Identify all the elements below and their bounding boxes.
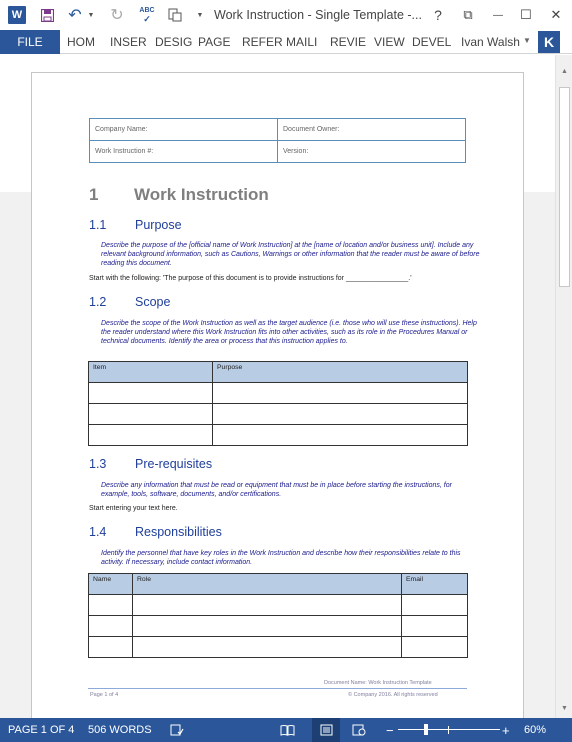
document-owner-cell[interactable]: Document Owner: (278, 119, 466, 141)
heading-text: Pre-requisites (135, 457, 213, 471)
close-icon[interactable]: ✕ (550, 7, 562, 22)
word-logo-icon[interactable]: W (8, 6, 26, 24)
table-row (89, 425, 468, 446)
table-row (89, 383, 468, 404)
heading-number: 1.1 (89, 218, 107, 232)
heading-number: 1.4 (89, 525, 107, 539)
heading-responsibilities[interactable] (89, 525, 222, 539)
table-cell[interactable] (402, 595, 468, 616)
table-cell[interactable] (133, 637, 402, 658)
heading-work-instruction[interactable] (89, 185, 269, 205)
read-mode-icon[interactable] (280, 718, 295, 742)
table-header-purpose[interactable]: Purpose (213, 362, 468, 383)
spelling-icon[interactable]: ABC ✓ (139, 7, 155, 24)
window-title: Work Instruction - Single Template -... (214, 8, 422, 22)
pre-requisites-body-text[interactable]: Start entering your text here. (89, 505, 178, 512)
undo-icon[interactable]: ↶ (68, 7, 82, 24)
responsibilities-table (88, 573, 468, 658)
table-row (89, 616, 468, 637)
zoom-level[interactable]: 60% (524, 724, 547, 736)
zoom-in-button[interactable]: + (502, 722, 510, 738)
maximize-icon[interactable]: ☐ (520, 7, 532, 22)
scroll-up-icon[interactable]: ▲ (561, 67, 568, 75)
purpose-guidance-text[interactable]: Describe the purpose of the [official name of Work Instruction] at the [name of location and/or business unit]. Include any relevant background information, such as Cautions, Warnings or other information that the reader must be aware of before reading this document. (101, 242, 480, 267)
scope-guidance-text[interactable]: Describe the scope of the Work Instruction as well as the target audience (i.e. those who will use these instructions). Help the reader understand where this Work Instruction fits into other activities, such as its role in the Procedures Manual or technical documents. Identify the area or process that this instruction applies to. (101, 320, 477, 345)
undo-dropdown-icon[interactable]: ▼ (87, 11, 95, 19)
tab-mailings[interactable]: MAILI (286, 35, 318, 49)
zoom-slider[interactable] (398, 718, 500, 742)
web-layout-icon[interactable] (352, 718, 366, 742)
version-cell[interactable]: Version: (278, 141, 466, 163)
heading-scope[interactable] (89, 295, 170, 309)
footer-divider (88, 688, 467, 689)
table-cell[interactable] (89, 404, 213, 425)
document-page[interactable] (31, 72, 524, 718)
tab-page-layout[interactable]: PAGE (198, 35, 231, 49)
table-header-email[interactable]: Email (402, 574, 468, 595)
work-instruction-number-cell[interactable]: Work Instruction #: (90, 141, 278, 163)
tab-design[interactable]: DESIG (155, 35, 193, 49)
table-header-role[interactable]: Role (133, 574, 402, 595)
table-cell[interactable] (213, 425, 468, 446)
user-account-name[interactable]: Ivan Walsh (461, 35, 520, 49)
heading-text: Purpose (135, 218, 182, 232)
heading-text: Responsibilities (135, 525, 222, 539)
table-cell[interactable] (89, 425, 213, 446)
table-cell[interactable] (89, 616, 133, 637)
table-cell[interactable] (133, 595, 402, 616)
scroll-down-icon[interactable]: ▼ (561, 704, 568, 712)
heading-pre-requisites[interactable] (89, 457, 212, 471)
redo-icon[interactable]: ↻ (110, 7, 124, 24)
avatar[interactable]: K (538, 31, 560, 53)
table-cell[interactable] (402, 616, 468, 637)
page-count-status[interactable]: PAGE 1 OF 4 (8, 724, 75, 736)
document-workspace (0, 55, 555, 718)
ribbon-display-options-icon[interactable]: ⧉ (463, 7, 473, 22)
zoom-out-button[interactable]: − (386, 722, 394, 738)
table-row (89, 404, 468, 425)
footer-copyright: © Company 2016. All rights reserved (348, 692, 438, 698)
status-bar (0, 718, 572, 742)
scope-table (88, 361, 468, 446)
tab-references[interactable]: REFER (242, 35, 283, 49)
print-layout-icon[interactable] (312, 718, 340, 742)
customize-qat-icon[interactable]: ▼ (196, 11, 204, 19)
table-row (89, 595, 468, 616)
footer-document-name: Document Name: Work Instruction Template (324, 680, 432, 686)
chevron-down-icon[interactable]: ▼ (523, 36, 531, 45)
heading-number: 1.2 (89, 295, 107, 309)
table-cell[interactable] (89, 637, 133, 658)
table-cell[interactable] (133, 616, 402, 637)
tab-review[interactable]: REVIE (330, 35, 367, 49)
responsibilities-guidance-text[interactable]: Identify the personnel that have key roles in the Work Instruction and describe how their responsibilities relate to this activity. If necessary, include contact information. (101, 550, 461, 566)
help-icon[interactable]: ? (434, 7, 442, 23)
tab-view[interactable]: VIEW (374, 35, 405, 49)
proofing-icon[interactable] (170, 718, 184, 742)
company-name-cell[interactable]: Company Name: (90, 119, 278, 141)
document-info-table (89, 118, 466, 163)
save-icon[interactable] (36, 0, 58, 30)
tab-home[interactable]: HOM (67, 35, 95, 49)
heading-number: 1.3 (89, 457, 107, 471)
tab-file[interactable]: FILE (0, 30, 60, 54)
table-cell[interactable] (89, 383, 213, 404)
heading-number: 1 (89, 185, 99, 204)
tab-insert[interactable]: INSER (110, 35, 147, 49)
table-header-name[interactable]: Name (89, 574, 133, 595)
table-cell[interactable] (213, 404, 468, 425)
table-row (89, 637, 468, 658)
pre-requisites-guidance-text[interactable]: Describe any information that must be read or equipment that must be in place before starting the instructions, for example, tools, software, documents, and/or certifications. (101, 482, 452, 498)
ribbon-tabs (0, 30, 572, 54)
heading-text: Work Instruction (134, 185, 269, 204)
format-painter-icon[interactable] (164, 0, 186, 30)
purpose-body-text[interactable]: Start with the following: 'The purpose of this document is to provide instructions for ________________.' (89, 275, 412, 282)
table-cell[interactable] (213, 383, 468, 404)
word-count-status[interactable]: 506 WORDS (88, 724, 152, 736)
minimize-icon[interactable]: — (493, 9, 503, 21)
heading-text: Scope (135, 295, 171, 309)
table-cell[interactable] (89, 595, 133, 616)
table-cell[interactable] (402, 637, 468, 658)
heading-purpose[interactable] (89, 218, 182, 232)
zoom-slider-thumb[interactable] (424, 724, 428, 735)
table-header-item[interactable]: Item (89, 362, 213, 383)
tab-developer[interactable]: DEVEL (412, 35, 452, 49)
scroll-thumb[interactable] (559, 87, 570, 287)
footer-page-number: Page 1 of 4 (90, 692, 119, 698)
vertical-scrollbar[interactable] (555, 55, 572, 718)
title-bar (0, 0, 572, 30)
